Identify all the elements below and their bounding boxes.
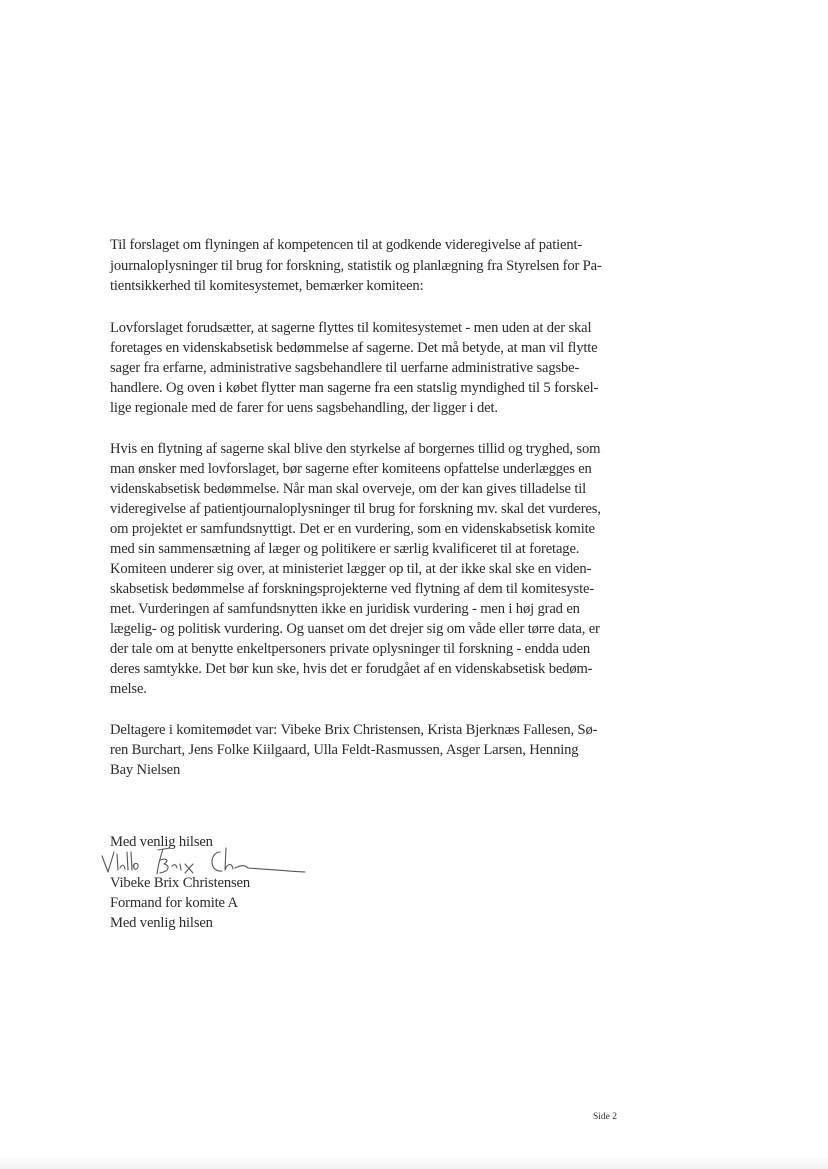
paragraph-3-line-9: met. Vurderingen af samfundsnytten ikke en juridisk vurdering - men i høj grad en — [110, 601, 580, 617]
paragraph-2-line-1: Lovforslaget forudsætter, at sagerne flyttes til komitesystemet - men uden at der skal — [110, 320, 592, 336]
paragraph-3-line-4: videregivelse af patientjournaloplysninger til brug for forskning mv. skal det vurderes, — [110, 501, 601, 517]
paragraph-3-line-6: med sin sammensætning af læger og politikere er særlig kvalificeret til at foretage. — [110, 541, 580, 557]
page-number: Side 2 — [593, 1112, 618, 1122]
scan-edge-shadow — [0, 1156, 828, 1169]
paragraph-3-line-5: om projektet er samfundsnyttigt. Det er en vurdering, som en videnskabsetisk komite — [110, 521, 595, 537]
paragraph-3-line-13: melse. — [110, 681, 147, 697]
paragraph-3-line-8: skabsetisk bedømmelse af forskningsprojekterne ved flytning af dem til komitesyste- — [110, 581, 595, 597]
closing-greeting: Med venlig hilsen — [110, 834, 213, 850]
paragraph-3-line-1: Hvis en flytning af sagerne skal blive den styrkelse af borgernes tillid og tryghed, som — [110, 441, 601, 457]
paragraph-3-line-7: Komiteen underer sig over, at ministeriet lægger op til, at der ikke skal ske en viden- — [110, 561, 592, 577]
participants-line-2: ren Burchart, Jens Folke Kiilgaard, Ulla Feldt-Rasmussen, Asger Larsen, Henning — [110, 742, 579, 758]
paragraph-1-line-3: tientsikkerhed til komitesystemet, bemærker komiteen: — [110, 278, 424, 294]
paragraph-2-line-5: lige regionale med de farer for uens sagsbehandling, der ligger i det. — [110, 400, 498, 416]
paragraph-2-line-4: handlere. Og oven i købet flytter man sagerne fra een statslig myndighed til 5 forskel- — [110, 380, 599, 396]
paragraph-1-line-2: journaloplysninger til brug for forskning, statistik og planlægning fra Styrelsen for Pa- — [110, 258, 602, 274]
paragraph-3-line-3: videnskabsetisk bedømmelse. Når man skal overveje, om der kan gives tilladelse til — [110, 481, 587, 497]
participants-line-3: Bay Nielsen — [110, 762, 181, 778]
paragraph-3-line-11: der tale om at benytte enkeltpersoners private oplysninger til forskning - endda uden — [110, 641, 591, 657]
paragraph-2-line-2: foretages en videnskabsetisk bedømmelse af sagerne. Det må betyde, at man vil flytte — [110, 340, 598, 356]
paragraph-3-line-10: lægelig- og politisk vurdering. Og uanset om det drejer sig om våde eller tørre data, er — [110, 621, 600, 637]
closing-greeting-repeat: Med venlig hilsen — [110, 915, 213, 931]
participants-line-1: Deltagere i komitemødet var: Vibeke Brix Christensen, Krista Bjerknæs Fallesen, Sø- — [110, 722, 598, 738]
paragraph-2-line-3: sager fra erfarne, administrative sagsbehandlere til uerfarne administrative sagsbe- — [110, 360, 580, 376]
signatory-name: Vibeke Brix Christensen — [110, 875, 250, 891]
signatory-title: Formand for komite A — [110, 895, 238, 911]
paragraph-3-line-12: deres samtykke. Det bør kun ske, hvis det er forudgået af en videnskabsetisk bedøm- — [110, 661, 593, 677]
paragraph-1-line-1: Til forslaget om flyningen af kompetencen til at godkende videregivelse af patient- — [110, 237, 583, 253]
paragraph-3-line-2: man ønsker med lovforslaget, bør sagerne efter komiteens opfattelse underlægges en — [110, 461, 592, 477]
